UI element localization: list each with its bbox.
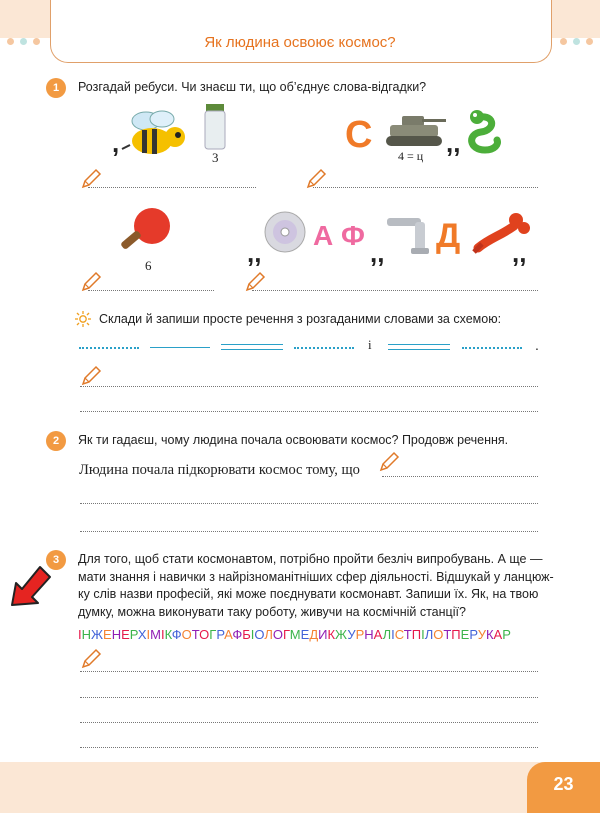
chain-letter: О [199,627,210,642]
faucet-icon [385,212,433,256]
task-1-text: Розгадай ребуси. Чи знаєш ти, що об’єднує слова-відгадки? [78,80,427,94]
red-arrow-icon [6,563,54,609]
chain-letter: Р [355,627,365,642]
rebus4-letters-af: А Ф [313,220,365,251]
task-number-3: 3 [46,550,66,570]
page-title: Як людина освоює космос? [204,34,396,51]
scheme-subject-slot [79,347,139,349]
rebus3-number: 6 [145,258,152,273]
chain-letter: Г [209,627,217,642]
task-3-line: ку слів назви професій, які може поєднувати космонавт. Запиши їх. Як, на твою [78,587,539,601]
chain-letter: Б [242,627,251,642]
chain-letter: Л [382,627,392,642]
chain-letter: Т [403,627,412,642]
chain-letter: У [477,627,486,642]
chain-letter: Р [216,627,225,642]
chain-letter: О [433,627,444,642]
chain-letter: Р [129,627,138,642]
chain-letter: У [347,627,356,642]
answer-line[interactable] [88,290,214,291]
chain-letter: Е [300,627,310,642]
decor-dot [573,38,580,45]
answer-line[interactable] [80,747,538,748]
scheme-subject-slot [150,347,210,348]
answer-line[interactable] [80,697,538,698]
chain-letter: Р [469,627,478,642]
chain-letter: Г [283,627,290,642]
task-2-text: Як ти гадаєш, чому людина почала освоювати космос? Продовж речення. [78,433,509,447]
tank-icon [384,108,446,150]
chain-letter: Ф [232,627,243,642]
rebus4-commas-left: ,, [247,238,262,268]
page-number: 23 [527,762,600,813]
answer-line[interactable] [80,722,538,723]
scheme-period: . [535,337,539,353]
task-number-1: 1 [46,78,66,98]
chain-letter: Х [137,627,147,642]
pencil-icon [80,365,102,387]
chain-letter: І [78,627,82,642]
decor-dot [33,38,40,45]
ping-pong-racket-icon [114,206,176,258]
chain-letter: Е [103,627,112,642]
task-3-text [78,551,558,621]
answer-line[interactable] [80,411,538,412]
answer-line[interactable] [80,531,538,532]
chain-letter: С [394,627,404,642]
title-frame [50,0,552,63]
decor-dot [586,38,593,45]
chain-letter: Р [502,627,511,642]
answer-line[interactable] [80,386,538,387]
chain-letter: Ф [171,627,182,642]
rebus2-letter: С [345,114,373,156]
decor-dot [560,38,567,45]
chain-letter: А [373,627,383,642]
rebus2-label: 4 = ц [398,149,424,163]
chain-letter: Т [443,627,452,642]
task-2-sentence-start: Людина почала підкорювати космос тому, що [79,462,360,478]
chain-letter: О [181,627,192,642]
chain-letter: Ж [91,627,104,642]
scheme-conjunction: і [368,337,372,352]
jar-icon [203,104,227,150]
letter-chain [78,626,548,644]
scheme-predicate-slot [221,344,283,350]
answer-line[interactable] [382,476,538,477]
chain-letter: Л [264,627,273,642]
chain-letter: И [318,627,328,642]
chain-letter: Н [364,627,374,642]
task-3-line: Для того, щоб стати космонавтом, потрібно пройти безліч випробувань. А ще — [78,552,543,566]
task-3-line: мати знання і навички з найрізноманітніших сфер діяльності. Відшукай у ланцюж- [78,569,554,584]
chain-letter: О [254,627,265,642]
chain-letter: І [161,627,165,642]
chain-letter: М [289,627,301,642]
sun-icon [75,311,91,327]
snake-icon [465,106,501,158]
scheme-attribute-slot [294,347,354,349]
cd-disc-icon [263,210,307,254]
footer-band [0,762,600,813]
chain-letter: К [164,627,172,642]
rebus4-comma-right: ,, [512,238,527,268]
scheme-predicate-slot [388,344,450,350]
chain-letter: Л [424,627,434,642]
chain-letter: І [421,627,425,642]
chain-letter: І [391,627,395,642]
decor-dot [7,38,14,45]
subtask-text: Склади й запиши просте речення з розгаданими словами за схемою: [99,312,502,326]
chain-letter: А [224,627,233,642]
chain-letter: Е [121,627,130,642]
chain-letter: Д [309,627,319,642]
decor-dot [20,38,27,45]
chain-letter: М [150,627,161,642]
chain-letter: Н [81,627,92,642]
scheme-attribute-slot [462,347,522,349]
chain-letter: Ж [335,627,348,642]
task-number-2: 2 [46,431,66,451]
answer-line[interactable] [313,187,538,188]
answer-line[interactable] [252,290,538,291]
answer-line[interactable] [80,671,538,672]
chain-letter: К [485,627,494,642]
rebus1-number: 3 [212,150,219,165]
chain-letter: А [493,627,503,642]
pencil-icon [80,648,102,670]
answer-line[interactable] [88,187,256,188]
rebus4-letter-d: Д [436,217,461,255]
chain-letter: І [146,627,151,642]
chain-letter: Т [191,627,200,642]
rebus1-comma: , [112,128,120,158]
rebus4-letters [313,220,365,252]
answer-line[interactable] [80,503,538,504]
chain-letter: К [327,627,336,642]
chain-letter: П [451,627,461,642]
chain-letter: Н [111,627,122,642]
chain-letter: І [250,627,255,642]
rebus2-comma: ,, [446,128,461,158]
pencil-icon [378,451,400,473]
rebus4-comma-mid: ,, [370,238,385,268]
chain-letter: П [411,627,422,642]
chain-letter: О [272,627,284,642]
task-3-line: думку, можна виконувати таку роботу, живучи на космічній станції? [78,604,466,619]
bee-icon [120,105,192,163]
chain-letter: Е [460,627,470,642]
